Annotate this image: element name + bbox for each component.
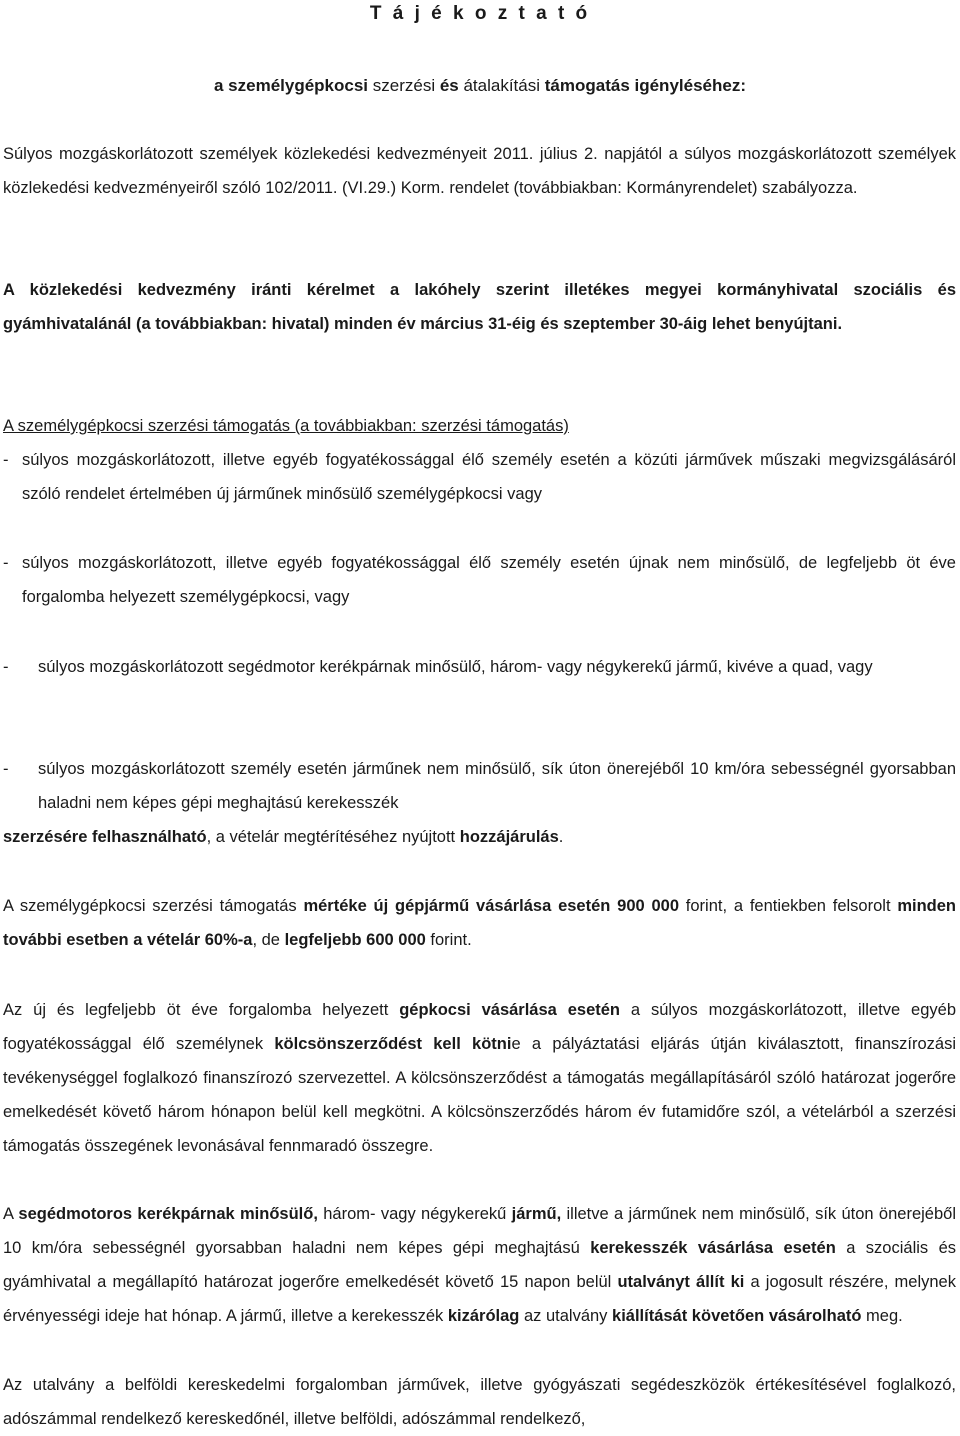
amount-text: A személygépkocsi szerzési támogatás: [3, 897, 304, 915]
last-paragraph: Az utalvány a belföldi kereskedelmi forgalomban járművek, illetve gyógyászati segédeszközök értékesítésével foglalkozó, adószámmal rendelkező kereskedőnél, illetve belföldi, adószámmal rendelkező,: [3, 1376, 956, 1428]
amount-paragraph: [3, 889, 956, 957]
subtitle-part: átalakítási: [458, 76, 545, 95]
subtitle-part: a személygépkocsi: [214, 76, 369, 95]
list-dash: -: [3, 451, 9, 469]
voucher-text: az utalvány: [519, 1307, 613, 1325]
list-item-text: súlyos mozgáskorlátozott, illetve egyéb fogyatékossággal élő személy esetén újnak nem minősülő, de legfeljebb öt éve forgalomba helyezett személygépkocsi, vagy: [22, 554, 956, 606]
voucher-text: a szociális és gyámhivatal a megállapító határozat jogerőre emelkedését követő 15 napon belül: [3, 1239, 956, 1291]
voucher-bold: utalványt állít ki: [617, 1273, 745, 1291]
support-heading: A személygépkocsi szerzési támogatás (a továbbiakban: szerzési támogatás): [3, 417, 569, 435]
list-item-text: súlyos mozgáskorlátozott, illetve egyéb fogyatékossággal élő személy esetén a közúti járművek műszaki megvizsgálásáról szóló rendelet értelmében új járműnek minősülő személygépkocsi vagy: [22, 451, 956, 503]
usage-text: .: [558, 828, 564, 846]
amount-text: , de: [252, 931, 285, 949]
subtitle-part: támogatás igényléséhez:: [544, 76, 746, 95]
list-item-text: súlyos mozgáskorlátozott segédmotor kerékpárnak minősülő, három- vagy négykerekű jármű, kivéve a quad, vagy: [38, 658, 873, 676]
voucher-text: három- vagy négykerekű: [317, 1205, 512, 1223]
list-item-text: súlyos mozgáskorlátozott személy esetén járműnek nem minősülő, sík úton önerejéből 10 km/óra sebességnél gyorsabban haladni nem képes gépi meghajtású kerekesszék: [38, 760, 956, 812]
usage-bold: hozzájárulás: [459, 828, 559, 846]
voucher-bold: kizárólag: [447, 1307, 520, 1325]
usage-bold: szerzésére felhasználható: [3, 828, 207, 846]
loan-bold: gépkocsi vásárlása esetén: [399, 1001, 621, 1019]
voucher-bold: kerekesszék vásárlása esetén: [590, 1239, 836, 1257]
usage-paragraph: [3, 820, 956, 854]
subtitle-part: szerzési: [368, 76, 440, 95]
amount-text: forint, a fentiekben felsorolt: [679, 897, 898, 915]
voucher-paragraph: [3, 1197, 956, 1333]
voucher-text: a jogosult részére, melynek érvényességi ideje hat hónap. A jármű, illetve a kerekesszék: [3, 1273, 956, 1325]
voucher-bold: jármű,: [511, 1205, 562, 1223]
list-item: [3, 546, 956, 616]
loan-text: a súlyos mozgáskorlátozott, illetve egyéb fogyatékossággal élő személynek: [3, 1001, 956, 1053]
loan-bold: kölcsönszerződést kell kötni: [274, 1035, 512, 1053]
voucher-bold: kiállítását követően vásárolható: [612, 1307, 862, 1325]
voucher-text: illetve a járműnek nem minősülő, sík úton önerejéből 10 km/óra sebességnél gyorsabban haladni nem képes gépi meghajtású: [3, 1205, 956, 1257]
list-item: [3, 650, 956, 720]
amount-bold: mértéke új gépjármű vásárlása esetén 900 000: [303, 897, 679, 915]
loan-paragraph: [3, 993, 956, 1163]
document-subtitle: [0, 76, 960, 96]
list-item: [3, 443, 956, 513]
subtitle-part: és: [439, 76, 459, 95]
amount-bold: legfeljebb 600 000: [284, 931, 426, 949]
document-title: T á j é k o z t a t ó: [369, 3, 591, 24]
intro-paragraph: Súlyos mozgáskorlátozott személyek közlekedési kedvezményeit 2011. július 2. napjától a súlyos mozgáskorlátozott személyek közlekedési kedvezményeiről szóló 102/2011. (VI.29.) Korm. rendelet (továbbiakban: Kormányrendelet) szabályozza.: [3, 145, 956, 197]
voucher-text: A: [3, 1205, 19, 1223]
amount-text: forint.: [425, 931, 472, 949]
list-dash: -: [3, 554, 9, 572]
voucher-text: meg.: [861, 1307, 903, 1325]
amount-bold: minden további esetben a vételár 60%-a: [3, 897, 956, 949]
list-item: [3, 752, 956, 822]
voucher-bold: segédmotoros kerékpárnak minősülő,: [18, 1205, 318, 1223]
list-dash: -: [3, 658, 9, 676]
loan-text: Az új és legfeljebb öt éve forgalomba helyezett: [3, 1001, 400, 1019]
loan-text: e a pályáztatási eljárás útján kiválasztott, finanszírozási tevékenységgel foglalkozó finanszírozó szervezettel. A kölcsönszerződést a támogatás megállapításáról szóló határozat jogerőre emelkedését követő három hónapon belül kell megkötni. A kölcsönszerződés három év futamidőre szól, a vételárból a szerzési támogatás összegének levonásával fennmaradó összegre.: [3, 1035, 957, 1155]
usage-text: , a vételár megtérítéséhez nyújtott: [206, 828, 460, 846]
deadline-paragraph: A közlekedési kedvezmény iránti kérelmet a lakóhely szerint illetékes megyei kormányhivatal szociális és gyámhivatalánál (a továbbiakban: hivatal) minden év március 31-éig és szeptember 30-áig lehet benyújtani.: [3, 281, 956, 333]
list-dash: -: [3, 760, 9, 778]
